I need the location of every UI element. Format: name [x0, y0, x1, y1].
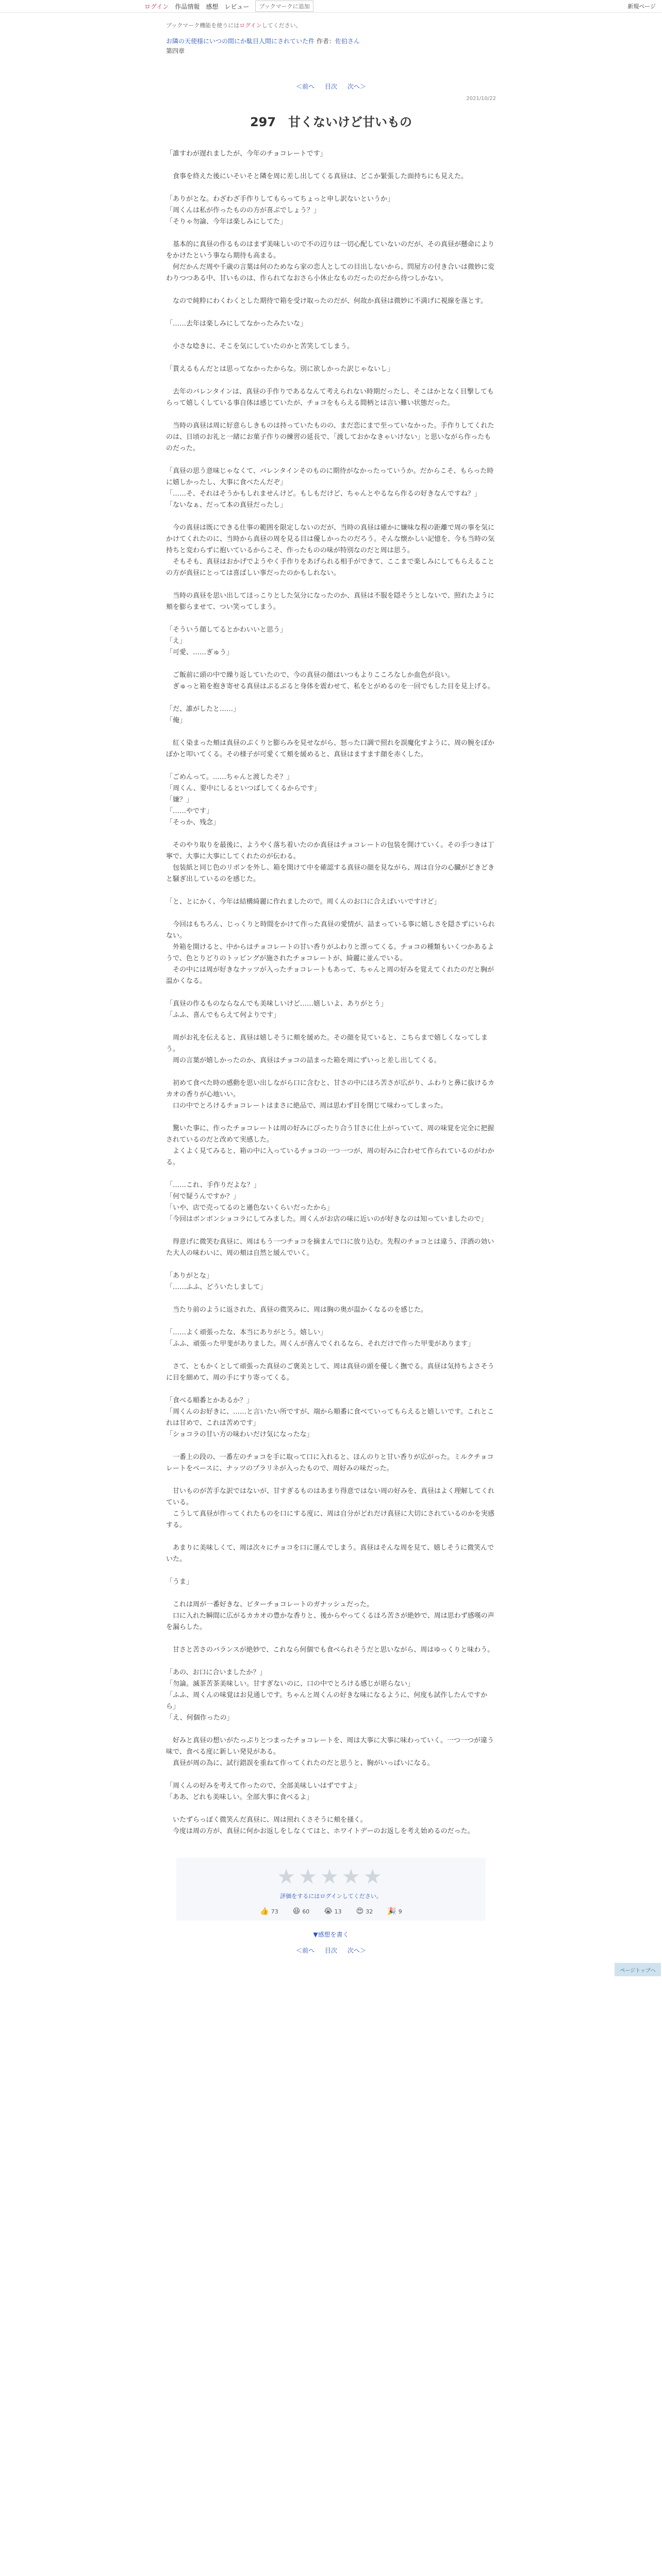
toc-link[interactable]: 目次 — [324, 83, 337, 91]
episode-number: 297 — [250, 115, 276, 130]
reaction-emoji-icon: 👍 — [260, 1907, 269, 1916]
body-paragraph: 「ありがとな。わざわざ手作りしてもらってちょっと申し訳ないというか」 「周くんは私が作ったものの方が喜ぶでしょう？」 「そりゃ勿論、今年は楽しみにしてた」 — [166, 195, 394, 226]
body-paragraph: 小さな唸きに、そこを気にしていたのかと苦笑してしまう。 — [166, 343, 354, 351]
body-paragraph: 今回はもちろん、じっくりと時間をかけて作った真昼の愛情が、詰まっている事に嬉しさを隠さずにいられない。 外箱を開けると、中からはチョコレートの甘い香りがふわりと漂ってくる。チョコの種類もいくつかあるようで、色とりどりのトッピングが施されたチョコレートが、綺麗に並んでいる。 その中には周が好きなナッツが入ったチョコレートもあって、ちゃんと周の好みを覚えてくれたのだと胸が温かくなる。 — [166, 921, 495, 986]
reaction-count: 13 — [334, 1908, 342, 1915]
episode-title — [166, 112, 496, 130]
body-paragraph: 周がお礼を伝えると、真昼は嬉しそうに頬を緩めた。その顔を見ていると、こちらまで嬉しくなってしまう。 周の言葉が嬉しかったのか、真昼はチョコの詰まった箱を周にずいっと差し出してくる。 — [166, 1034, 488, 1065]
body-paragraph: 得意げに微笑む真昼に、周はもう一つチョコを摘まんで口に放り込む。先程のチョコとは違う、洋酒の効いた大人の味わいに、周の頬は自然と緩んでいく。 — [166, 1238, 494, 1258]
body-paragraph: 「誰すわが遅れましたが、今年のチョコレートです」 — [166, 150, 327, 158]
body-paragraph: 当たり前のように返された、真昼の微笑みに、周は胸の奥が温かくなるのを感じた。 — [166, 1306, 428, 1314]
body-paragraph: 甘さと苦さのバランスが絶妙で、これなら何個でも食べられそうだと思いながら、周はゆっくりと味わう。 — [166, 1646, 494, 1654]
body-paragraph: 「……これ、手作りだよな？」 「何で疑うんですか？」 「いや、店で売ってるのと遜色ないくらいだったから」 「今回はボンボンショコラにしてみました。周くんがお店の味に近いのが好きなのは知っていましたので」 — [166, 1181, 488, 1224]
reaction-emoji-icon: 😆 — [292, 1907, 301, 1916]
series-title-link[interactable]: お隣の天使様にいつの間にか駄目人間にされていた件 — [166, 38, 315, 45]
rating-note[interactable]: 評価をするにはログインしてください。 — [280, 1893, 382, 1900]
body-paragraph: 当時の真昼を思い出してほっこりとした気分になったのか、真昼は不服を隠そうとしないで、照れたように頬を膨らませて、つい笑ってしまう。 — [166, 592, 494, 612]
body-paragraph: 「だ、誰がしたと……」 「俺」 — [166, 705, 240, 725]
body-paragraph: 初めて食べた時の感動を思い出しながら口に含むと、甘さの中にほろ苦さが広がり、ふわりと鼻に抜けるカカオの香りが心地いい。 口の中でとろけるチョコレートはまさに絶品で、周は思わず目を閉じて味わってしまった。 — [166, 1079, 495, 1110]
bookmark-notice: ブックマーク機能を使うにはログインしてください。 — [166, 22, 302, 29]
thread-link[interactable]: 感想 — [206, 3, 219, 10]
star-rating[interactable]: ★★★★★ — [277, 1865, 385, 1889]
body-paragraph: 今の真昼は既にできる仕事の範囲を限定しないのだが、当時の真昼は確かに嫌味な程の距離で周の事を気にかけてくれたのに、当時から真昼の周を見る目は優しかったのだろう。そんな懐かしい記憶を、今も当時の気持ちと変わらずに抱いているからこそ、作ったものの味が特別なのだと周は思う。 そもそも、真昼はおかげでようやく手作りをあげられる相手ができて、ここまで楽しみにしてもらえることの方が真昼にとっては喜ばしい事だったのかもしれない。 — [166, 524, 495, 578]
episode-nav-top — [166, 82, 496, 91]
body-paragraph: なので純粋にわくわくとした期待で箱を受け取ったのだが、何故か真昼は微妙に不満げに視線を落とす。 — [166, 297, 487, 306]
novel-container — [166, 21, 496, 1955]
page-top-button[interactable]: ページトップへ — [615, 1963, 661, 1976]
new-page-link[interactable]: 新規ページ — [627, 3, 656, 10]
body-paragraph: 「うま」 — [166, 1578, 193, 1586]
body-paragraph: さて、ともかくとして頑張った真昼のご褒美として、周は真昼の頭を優しく撫でる。真昼は気持ちよさそうに目を細めて、周の手にすり寄ってくる。 — [166, 1363, 494, 1382]
notice-login-link[interactable]: ログイン — [239, 22, 262, 29]
body-paragraph: 一番上の段の、一番左のチョコを手に取って口に入れると、ほんのりと甘い香りが広がった。ミルクチョコレートをベースに、ナッツのプラリネが入ったもので、周好みの味だった。 — [166, 1453, 494, 1473]
body-paragraph: 「ありがとな」 「……ふふ、どういたしまして」 — [166, 1272, 267, 1292]
reaction-count: 32 — [366, 1908, 373, 1915]
episode-date: 2021/10/22 — [466, 96, 496, 102]
body-paragraph: 「……よく頑張ったな、本当にありがとう。嬉しい」 「ふふ、頑張った甲斐がありました。周くんが喜んでくれるなら、それだけで作った甲斐があります」 — [166, 1329, 475, 1348]
reaction-emoji-icon: 😍 — [356, 1907, 364, 1916]
body-paragraph: 「あの、お口に合いましたか？」 「勿論。滅茶苦茶美味しい。甘すぎないのに、口の中でとろける感じが堪らない」 「ふふ、周くんの味覚はお見通しです。ちゃんと周くんの好きな味になるように、何度も試作したんですから」 「え、何個作ったの」 — [166, 1669, 488, 1722]
body-paragraph: 「そういう顔してるとかわいいと思う」 「え」 「可愛、……ぎゅう」 — [166, 626, 287, 657]
reaction-list — [176, 1907, 486, 1916]
works-info-link[interactable]: 作品情報 — [175, 3, 200, 10]
body-paragraph: 驚いた事に、作ったチョコレートは周の好みにぴったり合う甘さに仕上がっていて、周の味覚を完全に把握されているのだと改めて実感した。 よくよく見てみると、箱の中に入っているチョコの一つ一つが、周の好みに合わせて作られているのがわかる。 — [166, 1125, 494, 1167]
next-link[interactable]: 次へ＞ — [347, 83, 366, 91]
rating-box — [176, 1858, 486, 1921]
login-link[interactable]: ログイン — [144, 3, 169, 10]
novel-body — [166, 148, 496, 1837]
reaction-item[interactable] — [293, 1907, 310, 1916]
body-paragraph: 「周くんの好みを考えて作ったので、全部美味しいはずですよ」 「ああ、どれも美味しい。全部大事に食べるよ」 — [166, 1782, 361, 1802]
body-paragraph: いたずらっぽく微笑んだ真昼に、周は照れくさそうに頬を掻く。 今度は周の方が、真昼に何かお返しをしなくてはと、ホワイトデーのお返しを考え始めるのだった。 — [173, 1816, 474, 1836]
toc-link-bottom[interactable]: 目次 — [324, 1947, 337, 1955]
body-paragraph: 去年のバレンタインは、真昼の手作りであるなんて考えられない時期だったし、そこはかとなく目撃してもらって嬉しくしている事自体は感じていたが、チョコをもらえる間柄とは言い難い状態だった。 — [166, 388, 494, 408]
top-navigation — [0, 0, 662, 13]
body-paragraph: これは周が一番好きな、ビターチョコレートのガナッシュだった。 口に入れた瞬間に広がるカカオの豊かな香りと、後からやってくるほろ苦さが絶妙で、周は思わず感嘆の声を漏らした。 — [166, 1601, 494, 1632]
reaction-item[interactable] — [324, 1907, 341, 1916]
prev-link-bottom[interactable]: ＜前へ — [296, 1947, 315, 1955]
episode-nav-bottom — [166, 1946, 496, 1955]
reaction-count: 9 — [398, 1908, 402, 1915]
body-paragraph: 当時の真昼は周に好意らしきものは持っていたものの、まだ恋にまで至っていなかった。手作りしてくれたのは、日頃のお礼と一緒にお菓子作りの練習の延長で、「渡しておかなきゃいけない」と思いながら作ったものだった。 — [166, 422, 494, 453]
series-info: お隣の天使様にいつの間にか駄目人間にされていた件 作者：佐伯さん 第四章 — [166, 38, 360, 55]
episode-title-text: 甘くないけど甘いもの — [288, 115, 412, 130]
reaction-emoji-icon: 🎉 — [387, 1907, 396, 1916]
reaction-count: 60 — [302, 1908, 310, 1915]
reaction-emoji-icon: 😭 — [324, 1907, 333, 1916]
reaction-count: 73 — [271, 1908, 278, 1915]
next-link-bottom[interactable]: 次へ＞ — [347, 1947, 366, 1955]
prev-link[interactable]: ＜前へ — [296, 83, 315, 91]
body-paragraph: 「ごめんって。……ちゃんと渡したそ？」 「周くん、要中にしるといつばしてくるからです」 「嫌？」 「……やです」 「そっか、残念」 — [166, 773, 321, 827]
write-review-link[interactable]: ▼感想を書く — [313, 1931, 349, 1939]
reaction-item[interactable] — [260, 1907, 278, 1916]
body-paragraph: 食事を終えた後にいそいそと隣を周に差し出してくる真昼は、どこか緊張した面持ちにも見えた。 — [166, 173, 468, 181]
body-paragraph: ご飯前に頭の中で繰り返していたので、今の真昼の顔はいつもよりこころなしか血色が良い。 ぎゅっと箱を抱き寄せる真昼はぷるぷると身体を震わせて、私をとがめるのを一回でもした目を見上げる。 — [173, 671, 494, 691]
reaction-item[interactable] — [356, 1907, 373, 1916]
reaction-item[interactable] — [387, 1907, 402, 1916]
author-link[interactable]: 佐伯さん — [335, 38, 360, 45]
body-paragraph: 「真昼の思う意味じゃなくて、バレンタインそのものに期待がなかったっていうか。だからこそ、もらった時に嬉しかったし、大事に食べたんだぞ」 「……そ、それはそうかもしれませんけど。もしもだけど、ちゃんとやるなら作るの好きなんですね？」 「ないなぁ、だって本の真昼だったし」 — [166, 467, 494, 510]
body-paragraph: 「貰えるもんだとは思ってなかったからな。別に欲しかった訳じゃないし」 — [166, 365, 394, 374]
body-paragraph: 基本的に真昼の作るものはまず美味しいので不の辺りは一切心配していないのだが、その真昼が懸命によりをかけたという事なら期待も高まる。 何だかんだ周や千歳の言葉は何のためなら家の恋人としての目出しないから、問屋方の付き合いは微妙に変わりつつある中、甘いものは、作られてなおさら小休止なものだったのだから待つしかない。 — [166, 241, 495, 283]
body-paragraph: 「……去年は楽しみにしてなかったみたいな」 — [166, 320, 307, 328]
chapter-title: 第四章 — [166, 47, 185, 55]
bookmark-add-button[interactable]: ブックマークに追加 — [255, 1, 313, 12]
body-paragraph: 「と、とにかく、今年は結構綺麗に作れましたので。周くんのお口に合えばいいですけど」 — [166, 898, 441, 906]
body-paragraph: そのやり取りを最後に、ようやく落ち着いたのか真昼はチョコレートの包装を開けていく。その手つきは丁寧で、大事に大事にしてくれたのが伝わる。 包装紙と同じ色のリボンを外し、箱を開けて中を確認する真昼の顔を見ながら、周は自分の心臓がどきどきと騒ぎ出しているのを感じた。 — [166, 841, 495, 884]
body-paragraph: あまりに美味しくて、周は次々にチョコを口に運んでしまう。真昼はそんな周を見て、嬉しそうに微笑んでいた。 — [166, 1544, 494, 1564]
review-link[interactable]: レビュー — [224, 3, 250, 10]
body-paragraph: 「真昼の作るものならなんでも美味しいけど……嬉しいよ、ありがとう」 「ふふ、喜んでもらえて何よりです」 — [166, 1000, 388, 1020]
body-paragraph: 「食べる順番とかあるか？」 「周くんのお好きに、……と言いたい所ですが、端から順番に食べていってもらえると嬉しいです。これとこれは甘めで、これは苦めです」 「ショコラの甘い方の味わいだけ気になったな」 — [166, 1397, 494, 1439]
body-paragraph: 好みと真昼の想いがたっぷりとつまったチョコレートを、周は大事に大事に味わっていく。一つ一つが違う味で、食べる度に新しい発見がある。 真昼が周の為に、試行錯誤を重ねて作ってくれたのだと思うと、胸がいっぱいになる。 — [166, 1737, 494, 1768]
body-paragraph: 甘いものが苦手な訳ではないが、甘すぎるものはあまり得意ではない周の好みを、真昼はよく理解してくれている。 こうして真昼が作ってくれたものを口にする度に、周は自分がどれだけ真昼に大切にされているのかを実感する。 — [166, 1487, 495, 1530]
body-paragraph: 紅く染まった頬は真昼のぷくりと膨らみを見せながら、怒った口調で照れを誤魔化すように、周の腕をぽかぽかと叩いてくる。その様子が可愛くて頬を緩めると、真昼はますます顔を赤くした。 — [166, 739, 495, 759]
